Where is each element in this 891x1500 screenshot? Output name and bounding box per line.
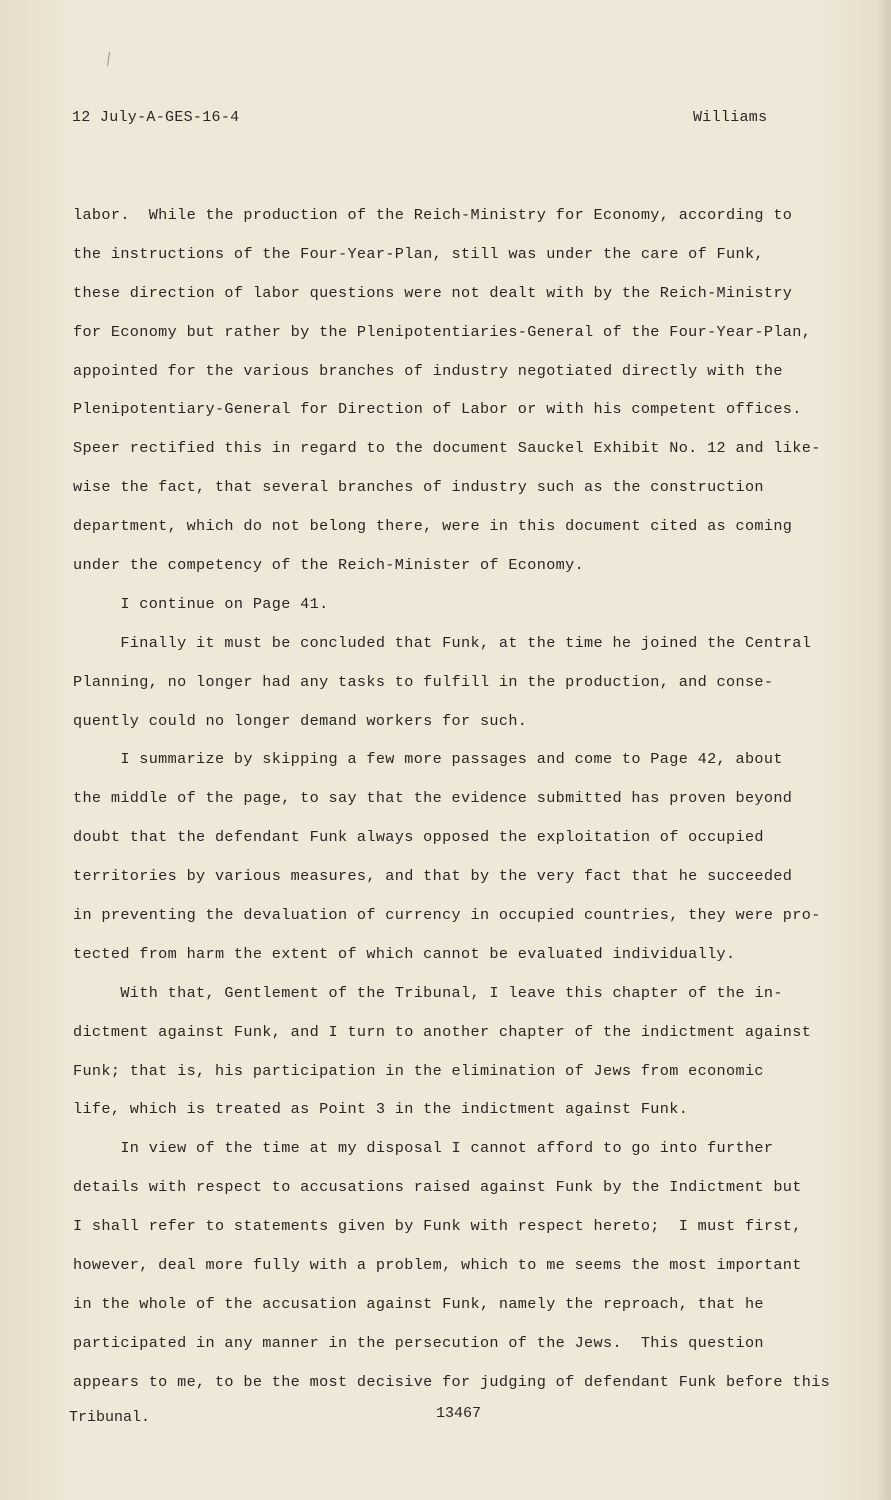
text-line: Finally it must be concluded that Funk, at the time he joined the Central — [73, 633, 812, 652]
text-line: the instructions of the Four-Year-Plan, still was under the care of Funk, — [73, 244, 764, 263]
text-line: Speer rectified this in regard to the document Sauckel Exhibit No. 12 and like- — [73, 439, 821, 458]
pencil-mark — [107, 52, 110, 66]
text-line: dictment against Funk, and I turn to another chapter of the indictment against — [73, 1022, 812, 1041]
text-line: I continue on Page 41. — [73, 594, 329, 613]
page-edge-shadow — [877, 0, 891, 1500]
text-line: in the whole of the accusation against Funk, namely the reproach, that he — [73, 1294, 764, 1313]
text-line: in preventing the devaluation of currency in occupied countries, they were pro- — [73, 906, 821, 925]
text-line: under the competency of the Reich-Minister of Economy. — [73, 556, 585, 575]
text-line: details with respect to accusations raised against Funk by the Indictment but — [73, 1178, 802, 1197]
transcript-body — [73, 204, 838, 1410]
text-line: however, deal more fully with a problem, which to me seems the most important — [73, 1256, 802, 1275]
text-line: appears to me, to be the most decisive for judging of defendant Funk before this — [73, 1372, 831, 1391]
text-line: labor. While the production of the Reich-Ministry for Economy, according to — [73, 206, 793, 224]
text-line: appointed for the various branches of industry negotiated directly with the — [73, 361, 783, 380]
text-line: Plenipotentiary-General for Direction of Labor or with his competent offices. — [73, 400, 802, 419]
document-reference: 12 July-A-GES-16-4 — [72, 109, 240, 126]
text-line: life, which is treated as Point 3 in the indictment against Funk. — [73, 1100, 689, 1119]
text-line: participated in any manner in the persecution of the Jews. This question — [73, 1333, 764, 1352]
text-line: tected from harm the extent of which cannot be evaluated individually. — [73, 944, 736, 963]
text-line: territories by various measures, and that by the very fact that he succeeded — [73, 867, 793, 886]
text-line: In view of the time at my disposal I cannot afford to go into further — [73, 1139, 774, 1158]
text-line: these direction of labor questions were not dealt with by the Reich-Ministry — [73, 283, 793, 302]
speaker-name: Williams — [693, 109, 768, 126]
text-line: I shall refer to statements given by Funk with respect hereto; I must first, — [73, 1217, 802, 1236]
text-line: wise the fact, that several branches of industry such as the construction — [73, 478, 764, 497]
text-line: the middle of the page, to say that the evidence submitted has proven beyond — [73, 789, 793, 808]
page-number: 13467 — [436, 1405, 482, 1422]
text-line: I summarize by skipping a few more passages and come to Page 42, about — [73, 750, 783, 769]
text-line: With that, Gentlement of the Tribunal, I leave this chapter of the in- — [73, 983, 783, 1002]
final-text-line: Tribunal. — [69, 1409, 151, 1426]
text-line: quently could no longer demand workers for such. — [73, 711, 528, 730]
text-line: for Economy but rather by the Plenipotentiaries-General of the Four-Year-Plan, — [73, 322, 812, 341]
text-line: department, which do not belong there, were in this document cited as coming — [73, 517, 793, 536]
text-line: Planning, no longer had any tasks to fulfill in the production, and conse- — [73, 672, 774, 691]
text-line: Funk; that is, his participation in the elimination of Jews from economic — [73, 1061, 764, 1080]
text-line: doubt that the defendant Funk always opposed the exploitation of occupied — [73, 828, 764, 847]
